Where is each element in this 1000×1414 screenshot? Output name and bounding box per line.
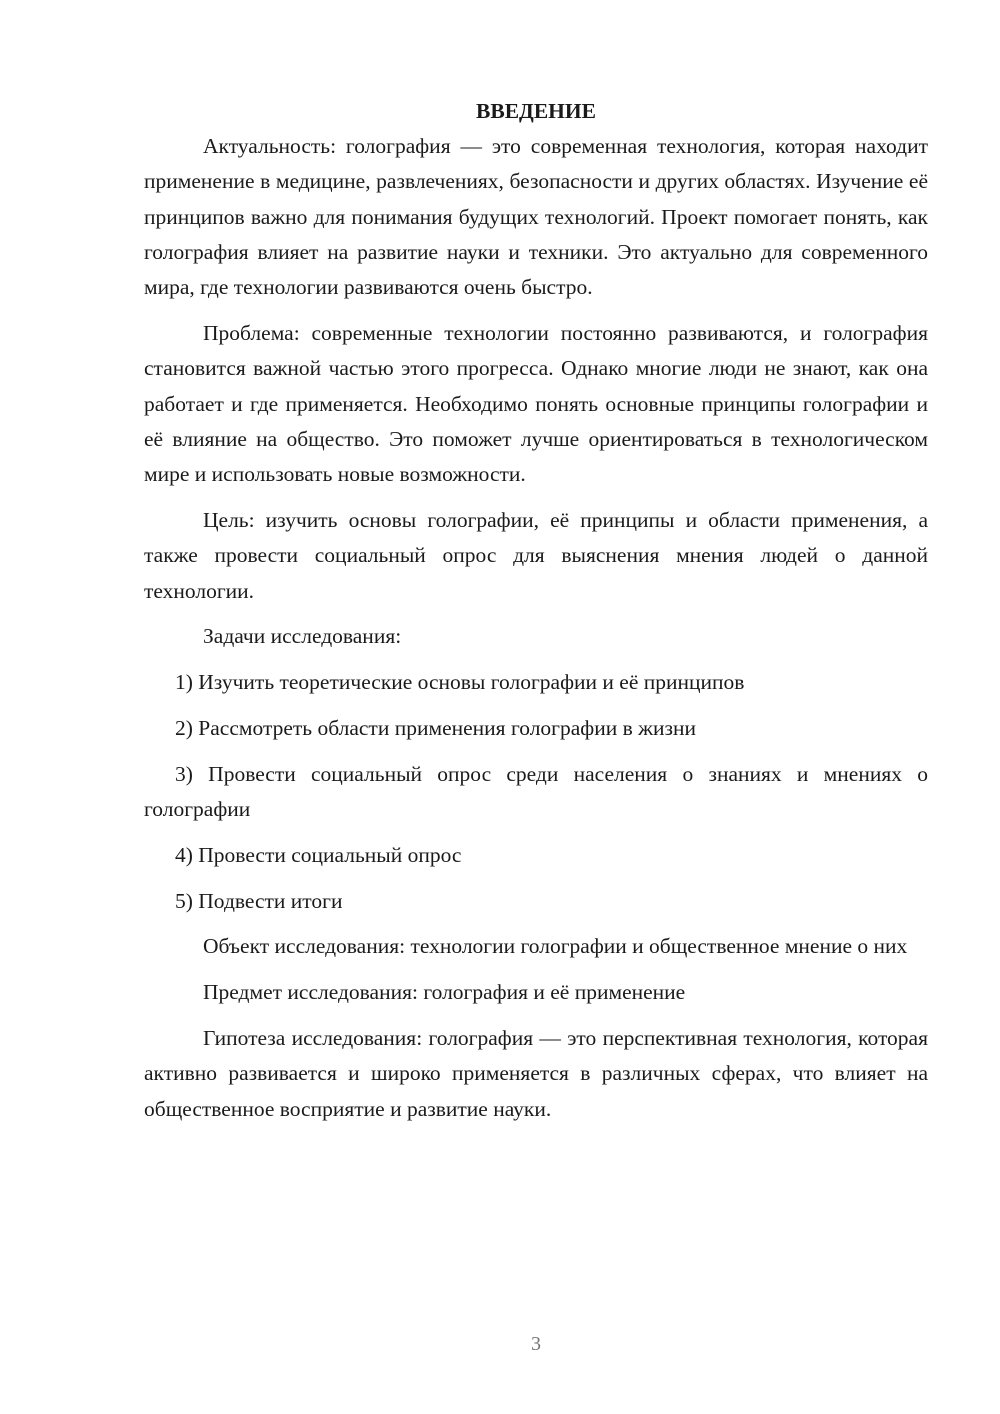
tasks-heading: Задачи исследования: — [203, 624, 402, 649]
paragraph-object: Объект исследования: технологии голографии и общественное мнение о них — [203, 934, 908, 959]
task-item: 2) Рассмотреть области применения голографии в жизни — [175, 715, 696, 740]
page-content — [144, 93, 928, 1137]
task-item: 3) Провести социальный опрос среди населения о знаниях и мнениях о голографии — [144, 761, 928, 822]
task-item: 5) Подвести итоги — [175, 888, 343, 913]
paragraph-problem: Проблема: современные технологии постоянно развиваются, и голография становится важной частью этого прогресса. Однако многие люди не знают, как она работает и где применяется. Необходимо понять основные принципы голографии и её влияние на общество. Это поможет лучше ориентироваться в технологическом мире и использовать новые возможности. — [144, 320, 928, 487]
page-number: 3 — [531, 1333, 541, 1355]
paragraph-goal: Цель: изучить основы голографии, её принципы и области применения, а также провести социальный опрос для выяснения мнения людей о данной технологии. — [144, 507, 928, 603]
paragraph-relevance: Актуальность: голография — это современная технология, которая находит применение в медицине, развлечениях, безопасности и других областях. Изучение её принципов важно для понимания будущих технологий. Проект помогает понять, как голография влияет на развитие науки и техники. Это актуально для современного мира, где технологии развиваются очень быстро. — [144, 134, 928, 300]
section-title: ВВЕДЕНИЕ — [476, 99, 596, 123]
paragraph-subject: Предмет исследования: голография и её применение — [203, 980, 686, 1005]
paragraph-hypothesis: Гипотеза исследования: голография — это перспективная технология, которая активно развивается и широко применяется в различных сферах, что влияет на общественное восприятие и развитие науки. — [144, 1026, 928, 1121]
task-item: 4) Провести социальный опрос — [175, 842, 462, 867]
task-item: 1) Изучить теоретические основы голографии и её принципов — [175, 670, 745, 695]
